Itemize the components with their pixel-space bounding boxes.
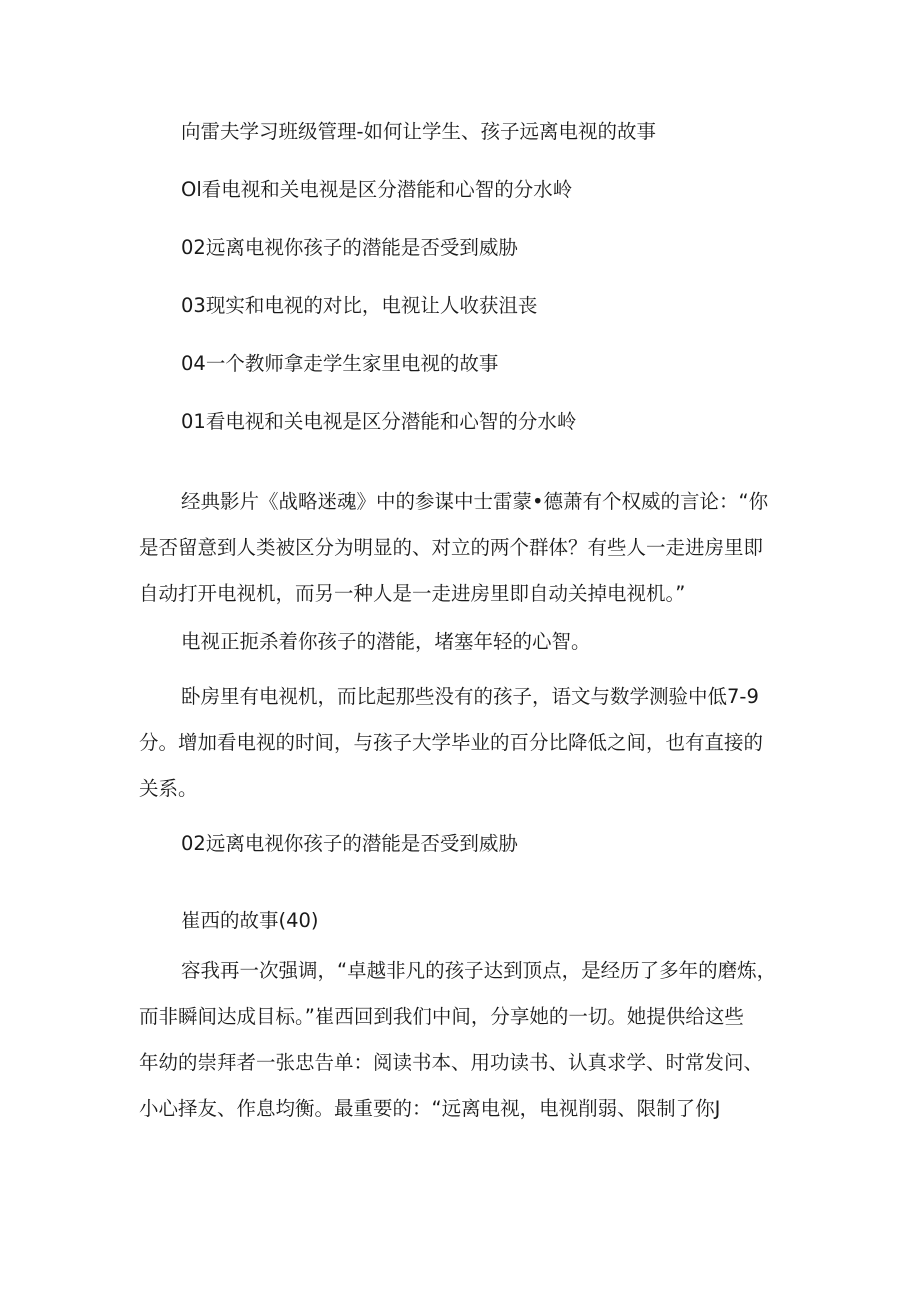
paragraph-line: 经典影片《战略迷魂》中的参谋中士雷蒙•德萧有个权威的言论：“你 (181, 490, 769, 513)
paragraph-line: 容我再一次强调，“卓越非凡的孩子达到顶点，是经历了多年的磨炼， (181, 959, 777, 982)
document-title: 向雷夫学习班级管理-如何让学生、孩子远离电视的故事 (181, 120, 657, 143)
section2-heading: 02远离电视你孩子的潜能是否受到威胁 (181, 832, 518, 855)
section2-subheading: 崔西的故事(40) (181, 909, 319, 932)
paragraph-line: 是否留意到人类被区分为明显的、对立的两个群体？有些人一走进房里即 (139, 536, 764, 559)
paragraph-line: 电视正扼杀着你孩子的潜能，堵塞年轻的心智。 (181, 630, 591, 653)
paragraph-line: 分。增加看电视的时间，与孩子大学毕业的百分比降低之间，也有直接的 (139, 731, 764, 754)
paragraph-line: 卧房里有电视机，而比起那些没有的孩子，语文与数学测验中低7-9 (181, 685, 759, 708)
paragraph-line: 年幼的崇拜者一张忠告单：阅读书本、用功读书、认真求学、时常发问、 (139, 1051, 764, 1074)
toc-item-1: Ol看电视和关电视是区分潜能和心智的分水岭 (181, 178, 573, 201)
toc-item-2: 02远离电视你孩子的潜能是否受到威胁 (181, 236, 518, 259)
toc-item-3: 03现实和电视的对比，电视让人收获沮丧 (181, 294, 538, 317)
paragraph-line: 关系。 (139, 777, 198, 800)
paragraph-line: 而非瞬间达成目标。”崔西回到我们中间，分享她的一切。她提供给这些 (139, 1005, 744, 1028)
paragraph-line: 自动打开电视机，而另一种人是一走进房里即自动关掉电视机。” (139, 582, 686, 605)
toc-item-4: 04一个教师拿走学生家里电视的故事 (181, 352, 499, 375)
paragraph-line: 小心择友、作息均衡。最重要的：“远离电视，电视削弱、限制了你J (139, 1097, 721, 1120)
section1-heading: 01看电视和关电视是区分潜能和心智的分水岭 (181, 410, 577, 433)
